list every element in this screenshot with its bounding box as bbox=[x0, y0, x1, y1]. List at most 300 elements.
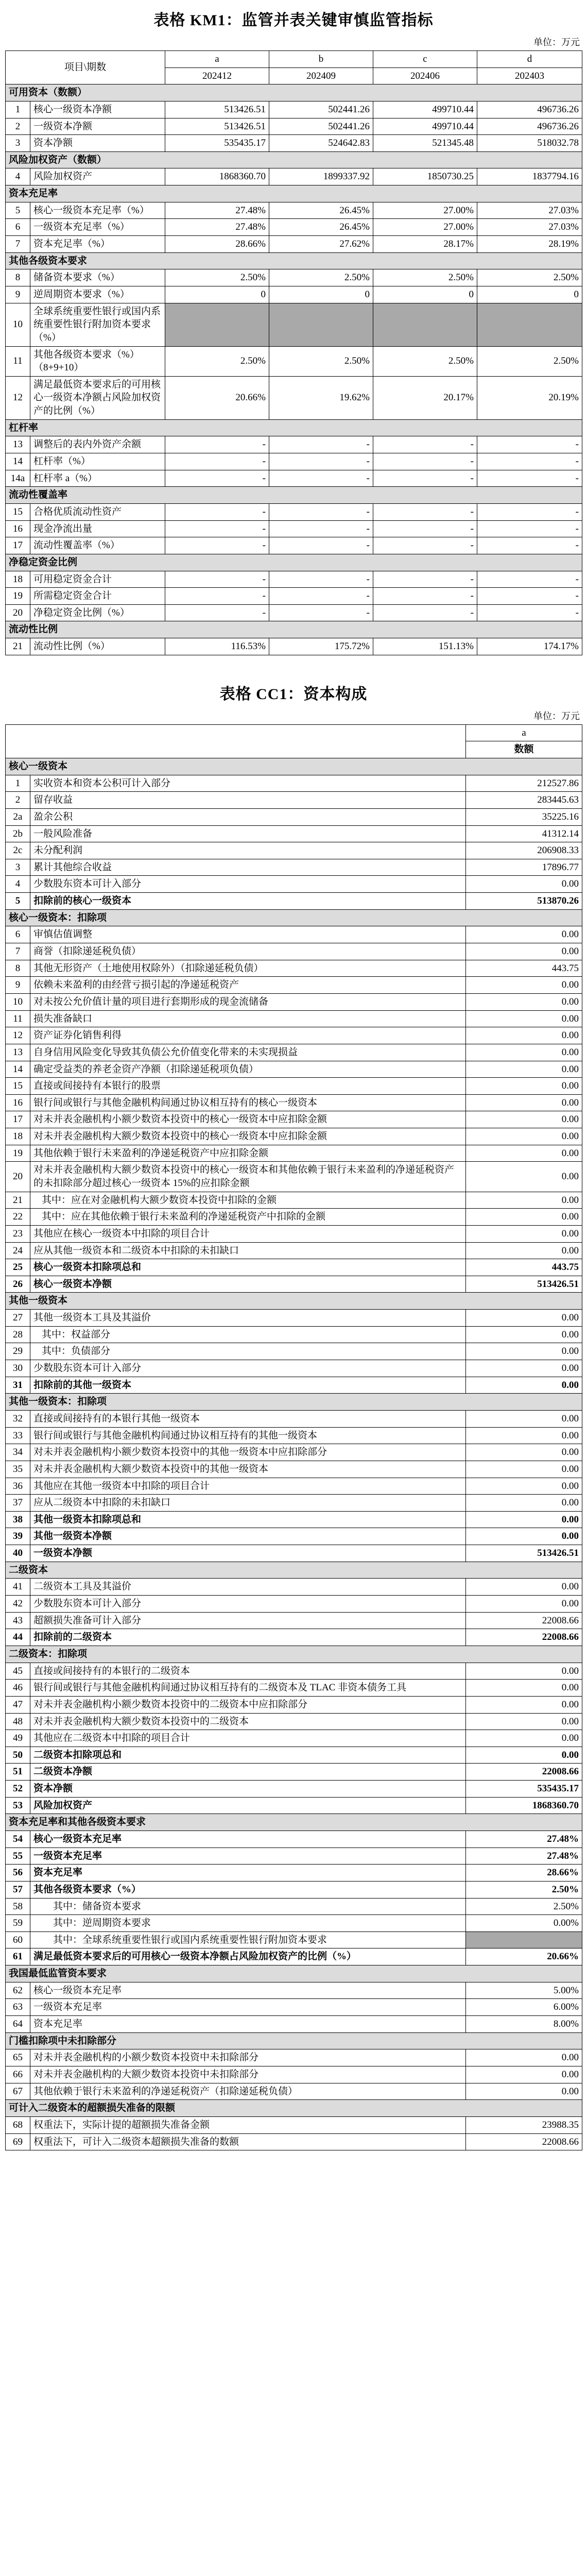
km1-row-index: 14 bbox=[6, 453, 30, 470]
cc1-row-value: 0.00 bbox=[466, 1478, 582, 1495]
km1-row-value: 518032.78 bbox=[477, 135, 582, 152]
cc1-row-value: 0.00 bbox=[466, 876, 582, 893]
cc1-row-value: 22008.66 bbox=[466, 2133, 582, 2150]
km1-code-b: b bbox=[269, 51, 373, 68]
cc1-row-value: 8.00% bbox=[466, 2016, 582, 2033]
cc1-row-value: 0.00 bbox=[466, 1579, 582, 1596]
cc1-row-label: 对未并表金融机构的大额少数资本投资中未扣除部分 bbox=[30, 2066, 466, 2083]
cc1-row-label: 实收资本和资本公积可计入部分 bbox=[30, 775, 466, 792]
cc1-row-index: 24 bbox=[6, 1242, 30, 1259]
km1-row-value: 27.03% bbox=[477, 219, 582, 236]
cc1-row bbox=[6, 1730, 582, 1747]
km1-row-label: 调整后的表内外资产余额 bbox=[30, 436, 165, 453]
km1-row-value: 174.17% bbox=[477, 638, 582, 655]
cc1-row bbox=[6, 1747, 582, 1764]
cc1-row-value: 1868360.70 bbox=[466, 1797, 582, 1814]
km1-row-value: 27.48% bbox=[165, 219, 269, 236]
cc1-row bbox=[6, 1192, 582, 1209]
km1-row-value: 28.19% bbox=[477, 236, 582, 253]
cc1-row bbox=[6, 1010, 582, 1027]
cc1-row-index: 56 bbox=[6, 1865, 30, 1882]
cc1-row-value: 0.00% bbox=[466, 1915, 582, 1932]
km1-row-index: 15 bbox=[6, 503, 30, 520]
km1-row-value: - bbox=[269, 537, 373, 554]
cc1-row-value: 0.00 bbox=[466, 943, 582, 960]
cc1-row-value: 0.00 bbox=[466, 1461, 582, 1478]
km1-row-value: - bbox=[269, 470, 373, 487]
cc1-row-label: 核心一级资本充足率 bbox=[30, 1982, 466, 1999]
km1-row-label: 资本净额 bbox=[30, 135, 165, 152]
km1-row-index: 12 bbox=[6, 376, 30, 419]
cc1-row bbox=[6, 2083, 582, 2100]
cc1-row-label: 少数股东资本可计入部分 bbox=[30, 1596, 466, 1613]
km1-section-row bbox=[6, 151, 582, 168]
km1-row bbox=[6, 638, 582, 655]
km1-row-value: - bbox=[269, 503, 373, 520]
km1-row bbox=[6, 269, 582, 286]
cc1-row-value: 0.00 bbox=[466, 1427, 582, 1444]
km1-row bbox=[6, 588, 582, 605]
km1-row-label: 全球系统重要性银行或国内系统重要性银行附加资本要求（%） bbox=[30, 303, 165, 346]
cc1-row-index: 9 bbox=[6, 977, 30, 994]
cc1-row-index: 67 bbox=[6, 2083, 30, 2100]
cc1-section-row bbox=[6, 1814, 582, 1831]
cc1-row bbox=[6, 1111, 582, 1128]
cc1-row-value: 0.00 bbox=[466, 1596, 582, 1613]
km1-row-value: 524642.83 bbox=[269, 135, 373, 152]
cc1-row bbox=[6, 1410, 582, 1427]
cc1-row-label: 超额损失准备可计入部分 bbox=[30, 1612, 466, 1629]
km1-row-value: 20.19% bbox=[477, 376, 582, 419]
cc1-row bbox=[6, 859, 582, 876]
cc1-row bbox=[6, 1764, 582, 1781]
cc1-row-index: 37 bbox=[6, 1495, 30, 1512]
km1-code-d: d bbox=[477, 51, 582, 68]
km1-row-value: 499710.44 bbox=[373, 101, 477, 118]
cc1-row-index: 60 bbox=[6, 1931, 30, 1948]
cc1-row-value: 27.48% bbox=[466, 1848, 582, 1865]
cc1-row-label: 二级资本净额 bbox=[30, 1764, 466, 1781]
cc1-row bbox=[6, 1865, 582, 1882]
cc1-row-index: 27 bbox=[6, 1310, 30, 1327]
km1-row-index: 6 bbox=[6, 219, 30, 236]
cc1-row-index: 43 bbox=[6, 1612, 30, 1629]
km1-table bbox=[5, 50, 582, 655]
cc1-section-label: 二级资本 bbox=[6, 1562, 582, 1579]
cc1-row-label: 应从其他一级资本和二级资本中扣除的未扣缺口 bbox=[30, 1242, 466, 1259]
km1-row-value: 499710.44 bbox=[373, 118, 477, 135]
cc1-row-value: 0.00 bbox=[466, 1027, 582, 1044]
cc1-row-label: 一级资本充足率 bbox=[30, 1999, 466, 2016]
cc1-row-value: 22008.66 bbox=[466, 1764, 582, 1781]
cc1-row bbox=[6, 1360, 582, 1377]
cc1-row-value: 2.50% bbox=[466, 1881, 582, 1898]
cc1-row bbox=[6, 1343, 582, 1360]
cc1-row-label: 一级资本净额 bbox=[30, 1545, 466, 1562]
cc1-row-label: 其中：应在其他依赖于银行未来盈利的净递延税资产中扣除的金额 bbox=[30, 1209, 466, 1226]
cc1-row-value: 0.00 bbox=[466, 1511, 582, 1528]
cc1-section-row bbox=[6, 909, 582, 926]
km1-row-value: - bbox=[165, 604, 269, 621]
cc1-row-value: 0.00 bbox=[466, 1696, 582, 1713]
km1-row bbox=[6, 135, 582, 152]
cc1-row bbox=[6, 1027, 582, 1044]
km1-row-value: 2.50% bbox=[373, 346, 477, 376]
cc1-row bbox=[6, 1259, 582, 1276]
km1-row-value: 1837794.16 bbox=[477, 168, 582, 185]
cc1-row-index: 48 bbox=[6, 1713, 30, 1730]
cc1-row-index: 25 bbox=[6, 1259, 30, 1276]
cc1-row-label: 核心一级资本充足率 bbox=[30, 1831, 466, 1848]
km1-section-label: 流动性比例 bbox=[6, 621, 582, 638]
km1-row-value: - bbox=[165, 503, 269, 520]
cc1-row-value: 513870.26 bbox=[466, 893, 582, 910]
cc1-row bbox=[6, 960, 582, 977]
cc1-row bbox=[6, 1242, 582, 1259]
cc1-row-value: 0.00 bbox=[466, 1713, 582, 1730]
cc1-section-row bbox=[6, 1394, 582, 1411]
cc1-row-index: 36 bbox=[6, 1478, 30, 1495]
km1-row-value: 502441.26 bbox=[269, 118, 373, 135]
cc1-row-value: 283445.63 bbox=[466, 792, 582, 809]
cc1-row-label: 依赖未来盈利的由经营亏损引起的净递延税资产 bbox=[30, 977, 466, 994]
cc1-row-label: 银行间或银行与其他金融机构间通过协议相互持有的核心一级资本 bbox=[30, 1094, 466, 1111]
cc1-row bbox=[6, 1999, 582, 2016]
km1-row-label: 满足最低资本要求后的可用核心一级资本净额占风险加权资产的比例（%） bbox=[30, 376, 165, 419]
km1-row-value: 1868360.70 bbox=[165, 168, 269, 185]
km1-row-value: 28.66% bbox=[165, 236, 269, 253]
cc1-row bbox=[6, 2049, 582, 2066]
km1-period-d: 202403 bbox=[477, 67, 582, 84]
cc1-row-index: 23 bbox=[6, 1225, 30, 1242]
cc1-row-label: 核心一级资本净额 bbox=[30, 1276, 466, 1293]
km1-row-value: 2.50% bbox=[165, 346, 269, 376]
cc1-row-value: 20.66% bbox=[466, 1948, 582, 1965]
cc1-row-value: 22008.66 bbox=[466, 1612, 582, 1629]
km1-row-value: 175.72% bbox=[269, 638, 373, 655]
cc1-row-label: 损失准备缺口 bbox=[30, 1010, 466, 1027]
cc1-row-value: 0.00 bbox=[466, 1410, 582, 1427]
km1-row bbox=[6, 236, 582, 253]
km1-row-label: 现金净流出量 bbox=[30, 520, 165, 537]
cc1-row bbox=[6, 1461, 582, 1478]
km1-section-row bbox=[6, 84, 582, 101]
cc1-row-label: 商誉（扣除递延税负债） bbox=[30, 943, 466, 960]
km1-row-value: 26.45% bbox=[269, 202, 373, 219]
cc1-row bbox=[6, 1427, 582, 1444]
km1-row-value bbox=[477, 303, 582, 346]
cc1-row-label: 扣除前的其他一级资本 bbox=[30, 1377, 466, 1394]
cc1-row bbox=[6, 1511, 582, 1528]
cc1-row-value: 6.00% bbox=[466, 1999, 582, 2016]
cc1-row-label: 少数股东资本可计入部分 bbox=[30, 876, 466, 893]
km1-section-row bbox=[6, 487, 582, 504]
cc1-section-row bbox=[6, 1646, 582, 1663]
cc1-row-value: 0.00 bbox=[466, 1663, 582, 1680]
cc1-row-index: 30 bbox=[6, 1360, 30, 1377]
cc1-row bbox=[6, 893, 582, 910]
cc1-row-index: 18 bbox=[6, 1128, 30, 1145]
cc1-section-label: 二级资本：扣除项 bbox=[6, 1646, 582, 1663]
km1-row bbox=[6, 436, 582, 453]
cc1-row-index: 62 bbox=[6, 1982, 30, 1999]
km1-row bbox=[6, 503, 582, 520]
cc1-row-value: 0.00 bbox=[466, 1061, 582, 1078]
cc1-row-value: 0.00 bbox=[466, 1310, 582, 1327]
cc1-row-index: 2a bbox=[6, 808, 30, 825]
km1-section-label: 净稳定资金比例 bbox=[6, 554, 582, 571]
km1-row-index: 2 bbox=[6, 118, 30, 135]
km1-row-value: 2.50% bbox=[373, 269, 477, 286]
km1-row-label: 核心一级资本净额 bbox=[30, 101, 165, 118]
km1-row-value: 535435.17 bbox=[165, 135, 269, 152]
cc1-section-row bbox=[6, 758, 582, 775]
km1-row-value: - bbox=[165, 571, 269, 588]
km1-row-value: 2.50% bbox=[477, 346, 582, 376]
cc1-row-value: 0.00 bbox=[466, 1360, 582, 1377]
km1-row-value: 19.62% bbox=[269, 376, 373, 419]
km1-row-value: 0 bbox=[477, 286, 582, 303]
cc1-row-label: 其他一级资本净额 bbox=[30, 1528, 466, 1545]
km1-row-value: - bbox=[477, 604, 582, 621]
cc1-row-index: 53 bbox=[6, 1797, 30, 1814]
cc1-row-value: 0.00 bbox=[466, 2066, 582, 2083]
cc1-row-value: 0.00 bbox=[466, 1730, 582, 1747]
cc1-row-value: 0.00 bbox=[466, 977, 582, 994]
cc1-row-label: 对未并表金融机构的小额少数资本投资中未扣除部分 bbox=[30, 2049, 466, 2066]
cc1-row-index: 17 bbox=[6, 1111, 30, 1128]
cc1-row-index: 64 bbox=[6, 2016, 30, 2033]
km1-period-c: 202406 bbox=[373, 67, 477, 84]
cc1-row-index: 50 bbox=[6, 1747, 30, 1764]
cc1-row-index: 15 bbox=[6, 1078, 30, 1095]
cc1-row-value: 206908.33 bbox=[466, 842, 582, 859]
km1-row-value bbox=[373, 303, 477, 346]
cc1-row-value: 0.00 bbox=[466, 926, 582, 943]
cc1-row-value: 0.00 bbox=[466, 1010, 582, 1027]
cc1-section-row bbox=[6, 2032, 582, 2049]
km1-row bbox=[6, 520, 582, 537]
km1-period-b: 202409 bbox=[269, 67, 373, 84]
cc1-row-index: 34 bbox=[6, 1444, 30, 1461]
cc1-row bbox=[6, 993, 582, 1010]
cc1-row-value: 0.00 bbox=[466, 1078, 582, 1095]
cc1-row bbox=[6, 1982, 582, 1999]
km1-row-label: 所需稳定资金合计 bbox=[30, 588, 165, 605]
km1-row-value: 116.53% bbox=[165, 638, 269, 655]
km1-row-value: 2.50% bbox=[165, 269, 269, 286]
km1-row-index: 14a bbox=[6, 470, 30, 487]
cc1-row bbox=[6, 1797, 582, 1814]
km1-section-label: 风险加权资产（数额） bbox=[6, 151, 582, 168]
km1-row-value: 0 bbox=[165, 286, 269, 303]
km1-header-label: 项目\期数 bbox=[6, 51, 165, 84]
cc1-row bbox=[6, 1276, 582, 1293]
km1-row bbox=[6, 118, 582, 135]
cc1-row-index: 52 bbox=[6, 1781, 30, 1798]
km1-row-value: - bbox=[477, 436, 582, 453]
cc1-row bbox=[6, 2116, 582, 2133]
km1-row-value: 27.00% bbox=[373, 219, 477, 236]
cc1-row bbox=[6, 1948, 582, 1965]
cc1-row-value: 0.00 bbox=[466, 1680, 582, 1697]
km1-row-value: - bbox=[269, 588, 373, 605]
cc1-row-index: 28 bbox=[6, 1326, 30, 1343]
km1-row-value: - bbox=[373, 453, 477, 470]
cc1-row bbox=[6, 943, 582, 960]
km1-row-value: 1899337.92 bbox=[269, 168, 373, 185]
cc1-row-label: 其中：储备资本要求 bbox=[30, 1898, 466, 1915]
cc1-row-value: 17896.77 bbox=[466, 859, 582, 876]
cc1-row-index: 51 bbox=[6, 1764, 30, 1781]
cc1-row-value: 0.00 bbox=[466, 1377, 582, 1394]
cc1-row-index: 41 bbox=[6, 1579, 30, 1596]
km1-row-value: - bbox=[269, 520, 373, 537]
km1-row bbox=[6, 303, 582, 346]
km1-row bbox=[6, 202, 582, 219]
km1-row bbox=[6, 286, 582, 303]
km1-row-value: 20.17% bbox=[373, 376, 477, 419]
km1-section-row bbox=[6, 419, 582, 436]
cc1-row bbox=[6, 1495, 582, 1512]
cc1-row-label: 确定受益类的养老金资产净额（扣除递延税项负债） bbox=[30, 1061, 466, 1078]
cc1-row-index: 47 bbox=[6, 1696, 30, 1713]
km1-row-index: 16 bbox=[6, 520, 30, 537]
cc1-row-label: 直接或间接持有的本银行的二级资本 bbox=[30, 1663, 466, 1680]
km1-row-value: - bbox=[165, 470, 269, 487]
cc1-row-value: 0.00 bbox=[466, 1209, 582, 1226]
km1-row-index: 11 bbox=[6, 346, 30, 376]
km1-row-value: 27.03% bbox=[477, 202, 582, 219]
cc1-row-value: 27.48% bbox=[466, 1831, 582, 1848]
cc1-table bbox=[5, 724, 582, 2150]
cc1-row bbox=[6, 1128, 582, 1145]
km1-row-value: 0 bbox=[269, 286, 373, 303]
cc1-row-label: 累计其他综合收益 bbox=[30, 859, 466, 876]
km1-row-value: 521345.48 bbox=[373, 135, 477, 152]
km1-row-value: - bbox=[269, 571, 373, 588]
km1-row-index: 13 bbox=[6, 436, 30, 453]
cc1-row bbox=[6, 1663, 582, 1680]
cc1-row-index: 55 bbox=[6, 1848, 30, 1865]
km1-row-value bbox=[269, 303, 373, 346]
km1-row-index: 20 bbox=[6, 604, 30, 621]
cc1-row-label: 权重法下，可计入二级资本超额损失准备的数额 bbox=[30, 2133, 466, 2150]
cc1-row bbox=[6, 1209, 582, 1226]
cc1-row-value: 535435.17 bbox=[466, 1781, 582, 1798]
cc1-row bbox=[6, 2133, 582, 2150]
cc1-row-value: 443.75 bbox=[466, 1259, 582, 1276]
cc1-row-value: 2.50% bbox=[466, 1898, 582, 1915]
cc1-row-value: 0.00 bbox=[466, 1444, 582, 1461]
cc1-row-index: 57 bbox=[6, 1881, 30, 1898]
cc1-row-value: 0.00 bbox=[466, 1128, 582, 1145]
km1-row-value: - bbox=[269, 453, 373, 470]
cc1-row-label: 一级资本充足率 bbox=[30, 1848, 466, 1865]
cc1-row-value: 513426.51 bbox=[466, 1276, 582, 1293]
km1-code-c: c bbox=[373, 51, 477, 68]
km1-row-value: - bbox=[373, 503, 477, 520]
cc1-row-index: 59 bbox=[6, 1915, 30, 1932]
cc1-row-label: 少数股东资本可计入部分 bbox=[30, 1360, 466, 1377]
cc1-row-index: 38 bbox=[6, 1511, 30, 1528]
cc1-row-index: 39 bbox=[6, 1528, 30, 1545]
cc1-row bbox=[6, 1326, 582, 1343]
cc1-row bbox=[6, 876, 582, 893]
cc1-section-label: 门槛扣除项中未扣除部分 bbox=[6, 2032, 582, 2049]
cc1-row-label: 直接或间接持有本银行的股票 bbox=[30, 1078, 466, 1095]
cc1-row-index: 58 bbox=[6, 1898, 30, 1915]
km1-row-label: 逆周期资本要求（%） bbox=[30, 286, 165, 303]
cc1-section-label: 核心一级资本 bbox=[6, 758, 582, 775]
km1-row-value: 0 bbox=[373, 286, 477, 303]
cc1-row-label: 对未并表金融机构大额少数资本投资中的其他一级资本 bbox=[30, 1461, 466, 1478]
cc1-row-value: 0.00 bbox=[466, 1343, 582, 1360]
km1-row-value: 26.45% bbox=[269, 219, 373, 236]
km1-row-value: 27.62% bbox=[269, 236, 373, 253]
cc1-row-label: 资本净额 bbox=[30, 1781, 466, 1798]
km1-row-label: 其他各级资本要求（%）（8+9+10） bbox=[30, 346, 165, 376]
cc1-row bbox=[6, 926, 582, 943]
km1-row-value: 513426.51 bbox=[165, 101, 269, 118]
km1-row-label: 一级资本净额 bbox=[30, 118, 165, 135]
cc1-row-value: 0.00 bbox=[466, 993, 582, 1010]
km1-code-a: a bbox=[165, 51, 269, 68]
cc1-row-index: 2b bbox=[6, 825, 30, 842]
cc1-row-index: 65 bbox=[6, 2049, 30, 2066]
cc1-row-label: 其他应在其他一级资本中扣除的项目合计 bbox=[30, 1478, 466, 1495]
cc1-row-label: 其他依赖于银行未来盈利的净递延税资产中应扣除金额 bbox=[30, 1145, 466, 1162]
km1-row-value: - bbox=[165, 537, 269, 554]
km1-row-index: 9 bbox=[6, 286, 30, 303]
km1-row-value: - bbox=[477, 537, 582, 554]
cc1-row bbox=[6, 1898, 582, 1915]
cc1-row-label: 其中：逆周期资本要求 bbox=[30, 1915, 466, 1932]
cc1-row bbox=[6, 1848, 582, 1865]
cc1-row bbox=[6, 1696, 582, 1713]
km1-row bbox=[6, 101, 582, 118]
cc1-row bbox=[6, 1145, 582, 1162]
cc1-row-label: 其他应在核心一级资本中扣除的项目合计 bbox=[30, 1225, 466, 1242]
cc1-row-index: 44 bbox=[6, 1629, 30, 1646]
cc1-row-index: 14 bbox=[6, 1061, 30, 1078]
km1-row-label: 一级资本充足率（%） bbox=[30, 219, 165, 236]
cc1-row-value: 28.66% bbox=[466, 1865, 582, 1882]
cc1-row-label: 直接或间接持有的本银行其他一级资本 bbox=[30, 1410, 466, 1427]
km1-row-value: - bbox=[165, 520, 269, 537]
cc1-row-index: 54 bbox=[6, 1831, 30, 1848]
km1-row-label: 杠杆率（%） bbox=[30, 453, 165, 470]
cc1-row-index: 42 bbox=[6, 1596, 30, 1613]
cc1-row-value: 0.00 bbox=[466, 1747, 582, 1764]
cc1-row-index: 6 bbox=[6, 926, 30, 943]
cc1-row bbox=[6, 1915, 582, 1932]
km1-row-label: 合格优质流动性资产 bbox=[30, 503, 165, 520]
km1-row-value: 20.66% bbox=[165, 376, 269, 419]
cc1-row bbox=[6, 1680, 582, 1697]
cc1-row-value: 513426.51 bbox=[466, 1545, 582, 1562]
cc1-row bbox=[6, 1478, 582, 1495]
cc1-row-value: 0.00 bbox=[466, 2083, 582, 2100]
cc1-header-code-row bbox=[6, 724, 582, 741]
km1-row bbox=[6, 346, 582, 376]
km1-row-value: 496736.26 bbox=[477, 118, 582, 135]
km1-row-index: 1 bbox=[6, 101, 30, 118]
cc1-row-value: 0.00 bbox=[466, 1094, 582, 1111]
cc1-section-row bbox=[6, 1293, 582, 1310]
km1-row-value: - bbox=[373, 588, 477, 605]
cc1-row bbox=[6, 1094, 582, 1111]
